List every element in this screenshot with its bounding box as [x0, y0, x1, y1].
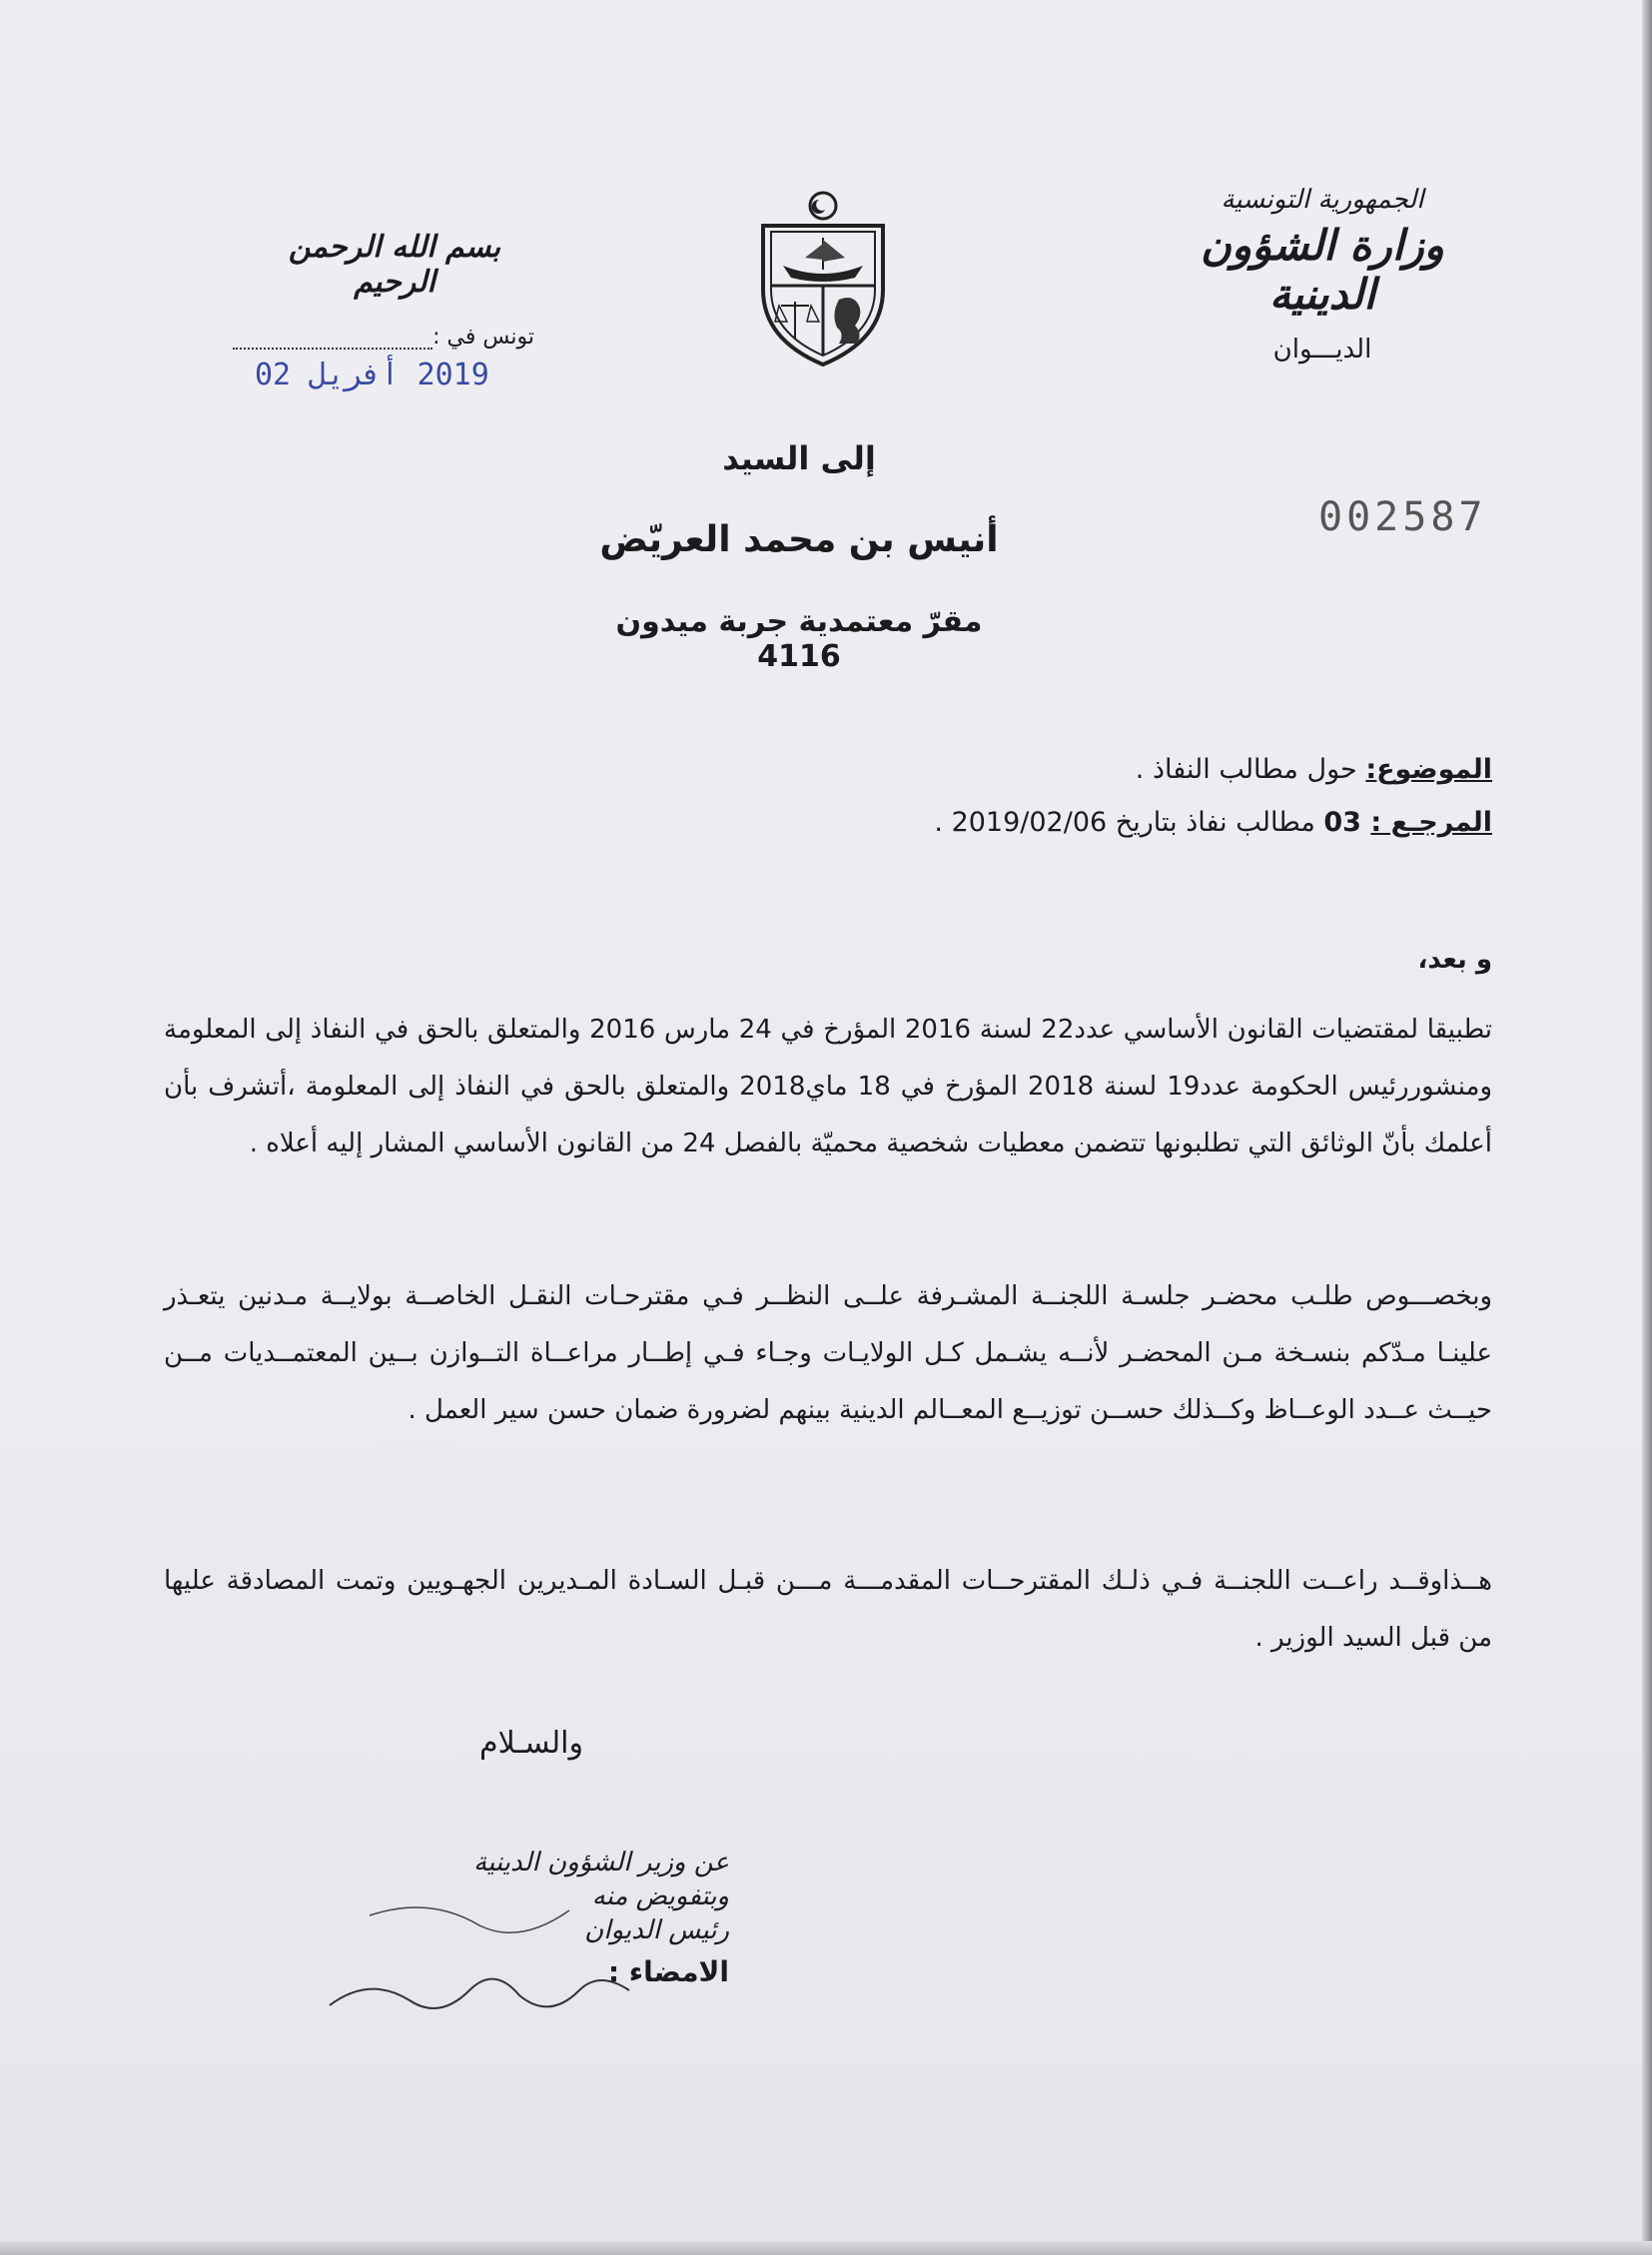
- place-label: تونس في :: [432, 325, 534, 350]
- office-name: الديـــوان: [1272, 335, 1372, 365]
- paragraph-3: هــذاوقــد راعــت اللجنــة فـي ذلـك المقترحــات المقدمـــة مـــن قبـل السـادة المـديرين الجهـويين وتمت المصادقة عليها من قبل السيد الوزير .: [164, 1566, 1492, 1653]
- ministry-name: وزارة الشؤون الدينية: [1201, 221, 1444, 319]
- signature-block: [310, 1846, 729, 2025]
- reference-number: 002587: [1318, 494, 1487, 540]
- paragraph-1: تطبيقا لمقتضيات القانون الأساسي عدد22 لسنة 2016 المؤرخ في 24 مارس 2016 والمتعلق بالحق في النفاذ إلى المعلومة ومنشوررئيس الحكومة عدد19 لسنة 2018 المؤرخ في 18 ماي2018 والمتعلق بالحق في النفاذ إلى المعلومة ،أتشرف بأن أعلمك بأنّ الوثائق التي تطلبونها تتضمن معطيات شخصية محميّة بالفصل 24 من القانون الأساسي المشار إليه أعلاه .: [164, 1015, 1493, 1158]
- place-date-line: [225, 325, 534, 350]
- closing: والسـلام: [479, 1726, 583, 1761]
- scan-edge-right: [1642, 0, 1652, 2255]
- reference-label: المرجـع :: [1370, 807, 1492, 838]
- subject-line: [493, 754, 1492, 785]
- recipient-salutation: إلى السيد: [722, 439, 876, 477]
- republic-name: الجمهورية التونسية: [1221, 185, 1424, 215]
- reference-count: 03: [1323, 807, 1371, 838]
- signature-title-2: وبتفويض منه: [591, 1881, 729, 1911]
- recipient-name: أنيس بن محمد العريّض: [599, 519, 999, 560]
- recipient-address: مقرّ معتمدية جربة ميدون 4116: [615, 604, 983, 674]
- signature-scribble-icon: [310, 1846, 729, 2025]
- reference-text: مطالب نفاذ بتاريخ 2019/02/06 .: [934, 807, 1324, 838]
- signature-title-3: رئيس الديوان: [584, 1915, 729, 1945]
- paragraph-2: وبخصـــوص طلـب محضـر جلسـة اللجنــة المشـرفة علــى النظــر فـي مقترحـات النقـل الخاصــة بولايــة مـدنين يتعـذر علينـا مـدّكم بنسـخة مـن المحضـر لأنــه يشـمل كـل الولايـات وجـاء فـي إطــار مراعــاة التــوازن بــين المعتمــديات مــن حيــث عــدد الوعــاظ وكــذلك حســن توزيــع المعــالم الدينية بينهم لضرورة ضمان حسن سير العمل .: [164, 1281, 1492, 1425]
- signature-title-1: عن وزير الشؤون الدينية: [473, 1848, 729, 1878]
- tunisia-coat-of-arms-icon: [749, 190, 897, 370]
- subject-text: حول مطالب النفاذ .: [1135, 754, 1366, 785]
- date-stamp: 2019 أفريل 02: [255, 358, 489, 392]
- scan-edge-bottom: [0, 2241, 1652, 2255]
- reference-line: [493, 807, 1492, 838]
- date-dotted-line: [233, 348, 432, 350]
- signature-label: الامضاء :: [607, 1955, 729, 1988]
- ministry-header: [1173, 185, 1472, 365]
- greeting: و بعد،: [1417, 945, 1492, 975]
- basmala: بسم الله الرحمن الرحيم: [288, 230, 501, 300]
- subject-label: الموضوع:: [1365, 754, 1492, 785]
